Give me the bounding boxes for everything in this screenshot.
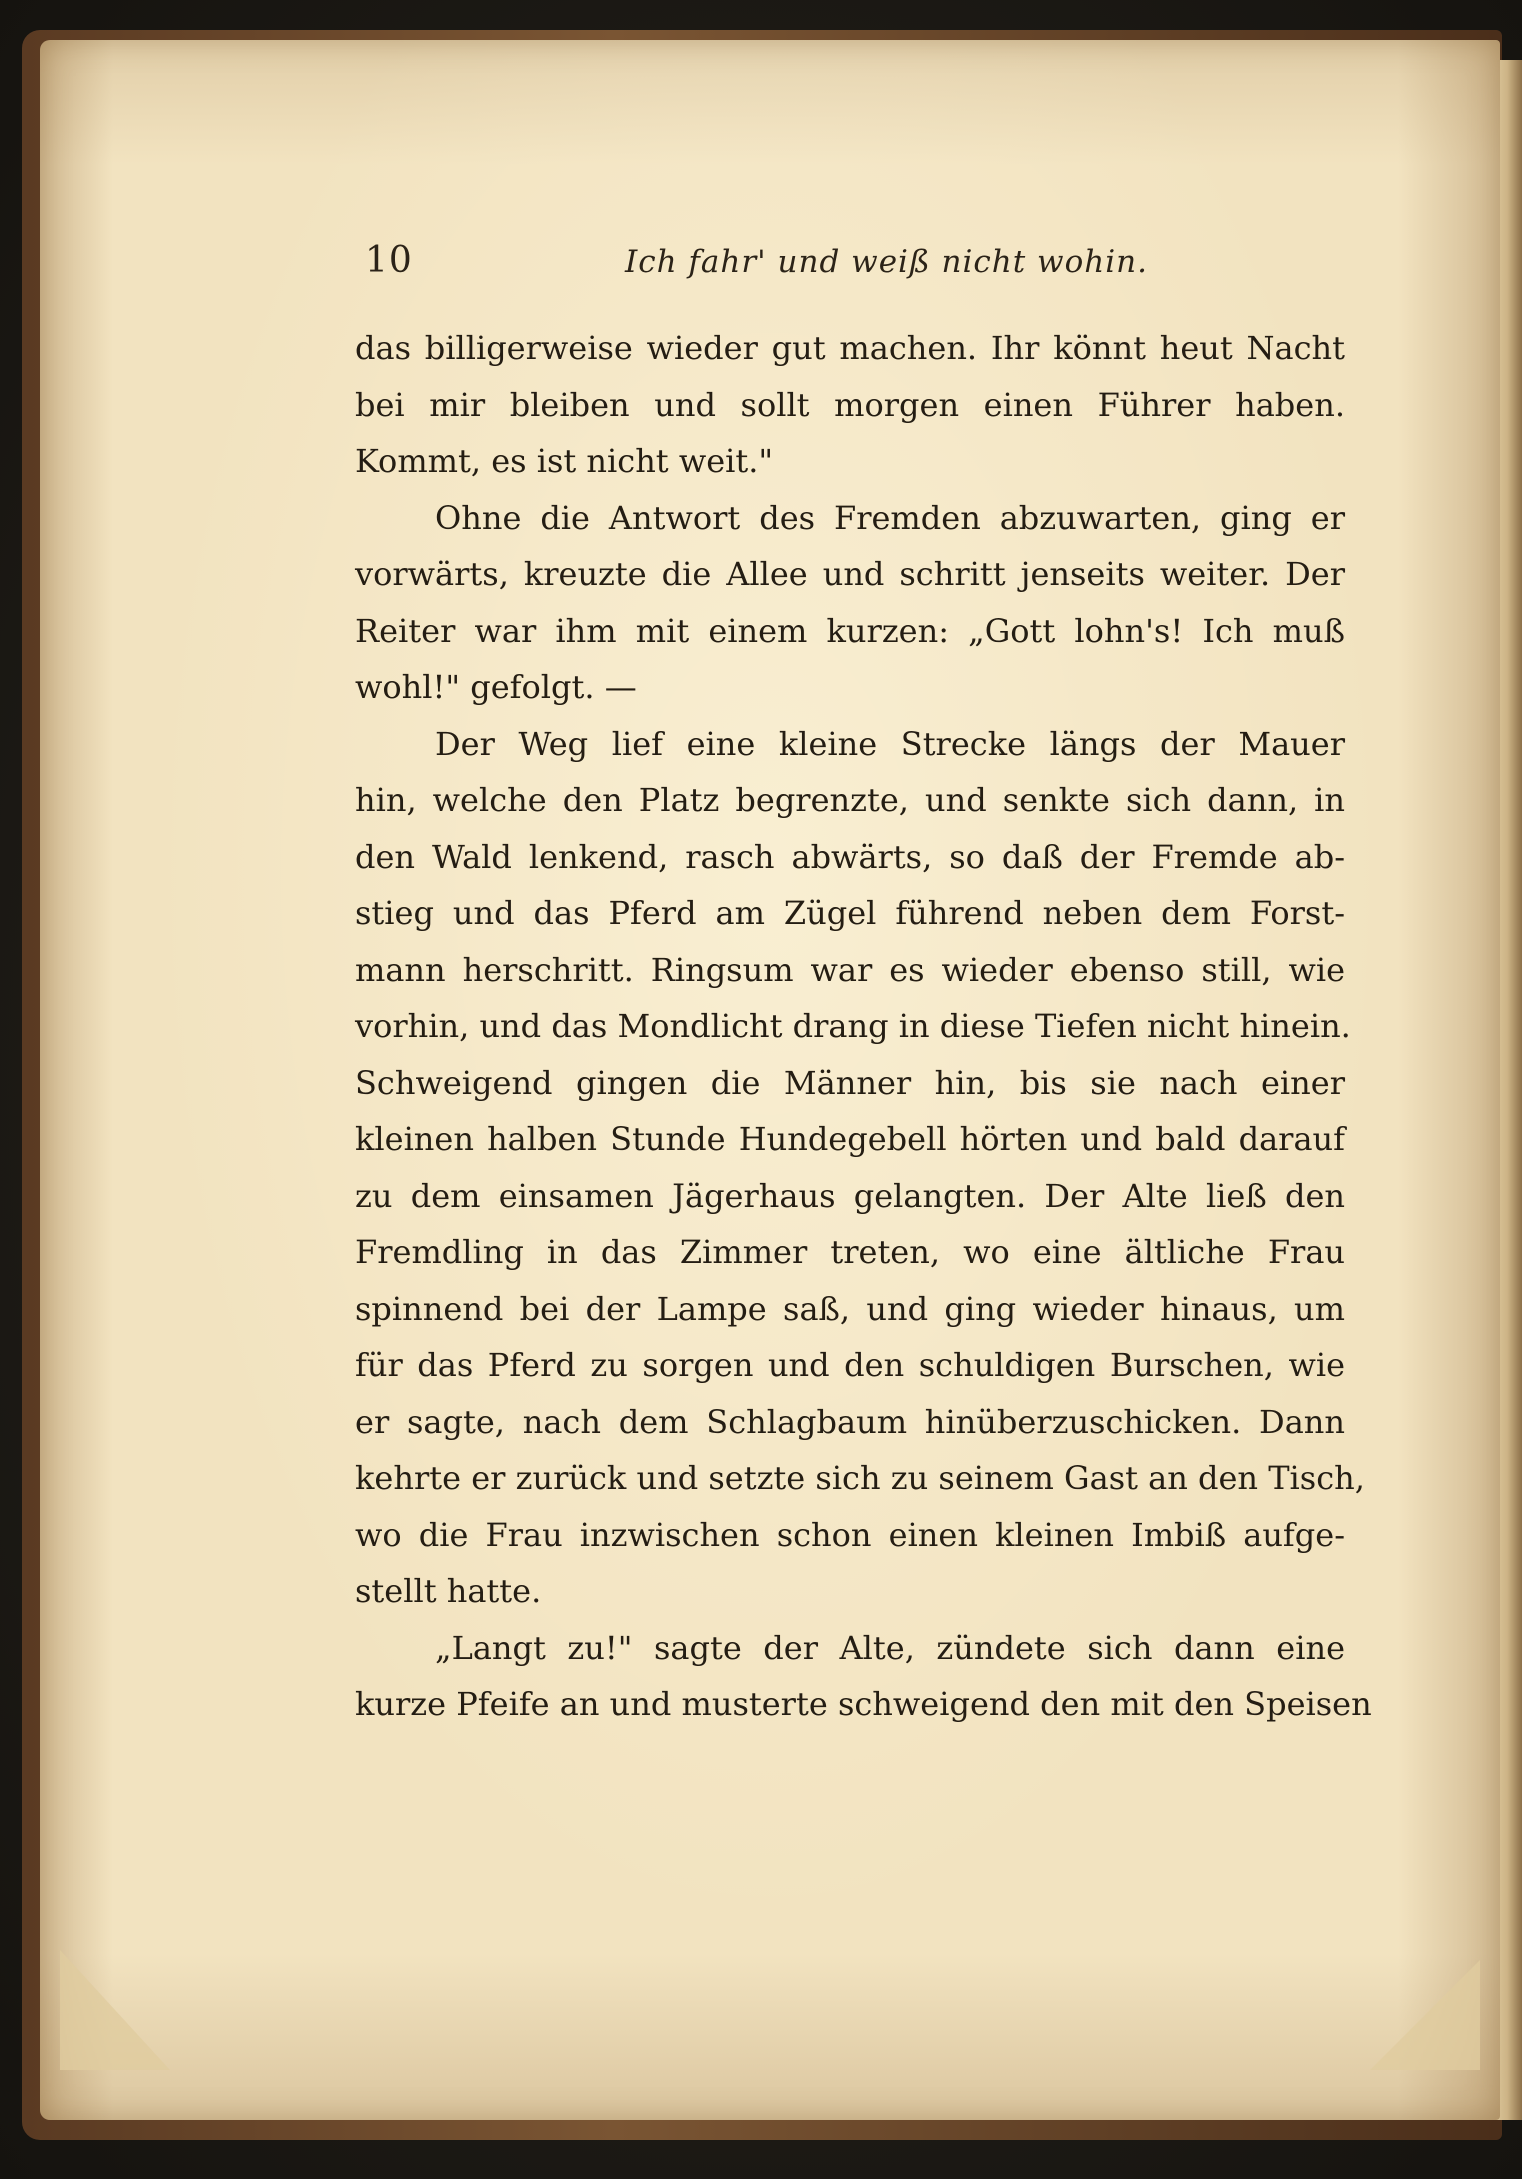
body-text bbox=[355, 320, 1372, 1733]
text-line: stellt hatte. bbox=[355, 1572, 542, 1610]
text-line: Schweigend gingen die Männer hin, bis sie nach einer bbox=[355, 1063, 1345, 1102]
text-line: Der Weg lief eine kleine Strecke längs der Mauer bbox=[435, 724, 1345, 763]
paragraph bbox=[355, 490, 1345, 716]
paragraph bbox=[355, 320, 1345, 490]
text-line: Reiter war ihm mit einem kurzen: „Gott lohn's! Ich muß bbox=[355, 611, 1345, 650]
text-line: zu dem einsamen Jägerhaus gelangten. Der Alte ließ den bbox=[355, 1176, 1345, 1215]
paragraph bbox=[355, 1620, 1372, 1733]
text-line: vorwärts, kreuzte die Allee und schritt jenseits weiter. Der bbox=[355, 555, 1345, 593]
text-line: kehrte er zurück und setzte sich zu seinem Gast an den Tisch, bbox=[355, 1459, 1365, 1497]
text-line: kurze Pfeife an und musterte schweigend den mit den Speisen bbox=[355, 1685, 1372, 1723]
text-line: das billigerweise wieder gut machen. Ihr könnt heut Nacht bbox=[355, 329, 1345, 367]
text-line: spinnend bei der Lampe saß, und ging wieder hinaus, um bbox=[355, 1289, 1345, 1328]
text-line: vorhin, und das Mondlicht drang in diese Tiefen nicht hinein. bbox=[355, 1007, 1351, 1045]
text-line: Ohne die Antwort des Fremden abzuwarten, ging er bbox=[435, 498, 1345, 537]
page-header bbox=[365, 240, 1345, 290]
text-line: wohl!" gefolgt. — bbox=[355, 668, 637, 706]
text-line: er sagte, nach dem Schlagbaum hinüberzuschicken. Dann bbox=[355, 1402, 1345, 1441]
text-line: „Langt zu!" sagte der Alte, zündete sich dann eine bbox=[435, 1628, 1345, 1667]
text-line: stieg und das Pferd am Zügel führend neben dem Forst- bbox=[355, 894, 1345, 932]
dog-ear-bottom-left bbox=[60, 1950, 170, 2070]
text-line: bei mir bleiben und sollt morgen einen Führer haben. bbox=[355, 385, 1345, 424]
running-title: Ich fahr' und weiß nicht wohin. bbox=[625, 244, 1148, 280]
text-line: hin, welche den Platz begrenzte, und senkte sich dann, in bbox=[355, 781, 1345, 819]
text-line: für das Pferd zu sorgen und den schuldigen Burschen, wie bbox=[355, 1346, 1345, 1384]
dog-ear-bottom-right bbox=[1370, 1960, 1480, 2070]
text-line: Kommt, es ist nicht weit." bbox=[355, 442, 774, 480]
text-line: wo die Frau inzwischen schon einen kleinen Imbiß aufge- bbox=[355, 1515, 1345, 1554]
text-line: kleinen halben Stunde Hundegebell hörten und bald darauf bbox=[355, 1120, 1345, 1158]
paragraph bbox=[355, 716, 1365, 1620]
text-line: Fremdling in das Zimmer treten, wo eine ältliche Frau bbox=[355, 1233, 1345, 1271]
text-line: den Wald lenkend, rasch abwärts, so daß der Fremde ab- bbox=[355, 837, 1345, 876]
page-number: 10 bbox=[365, 240, 413, 281]
text-line: mann herschritt. Ringsum war es wieder ebenso still, wie bbox=[355, 950, 1345, 989]
